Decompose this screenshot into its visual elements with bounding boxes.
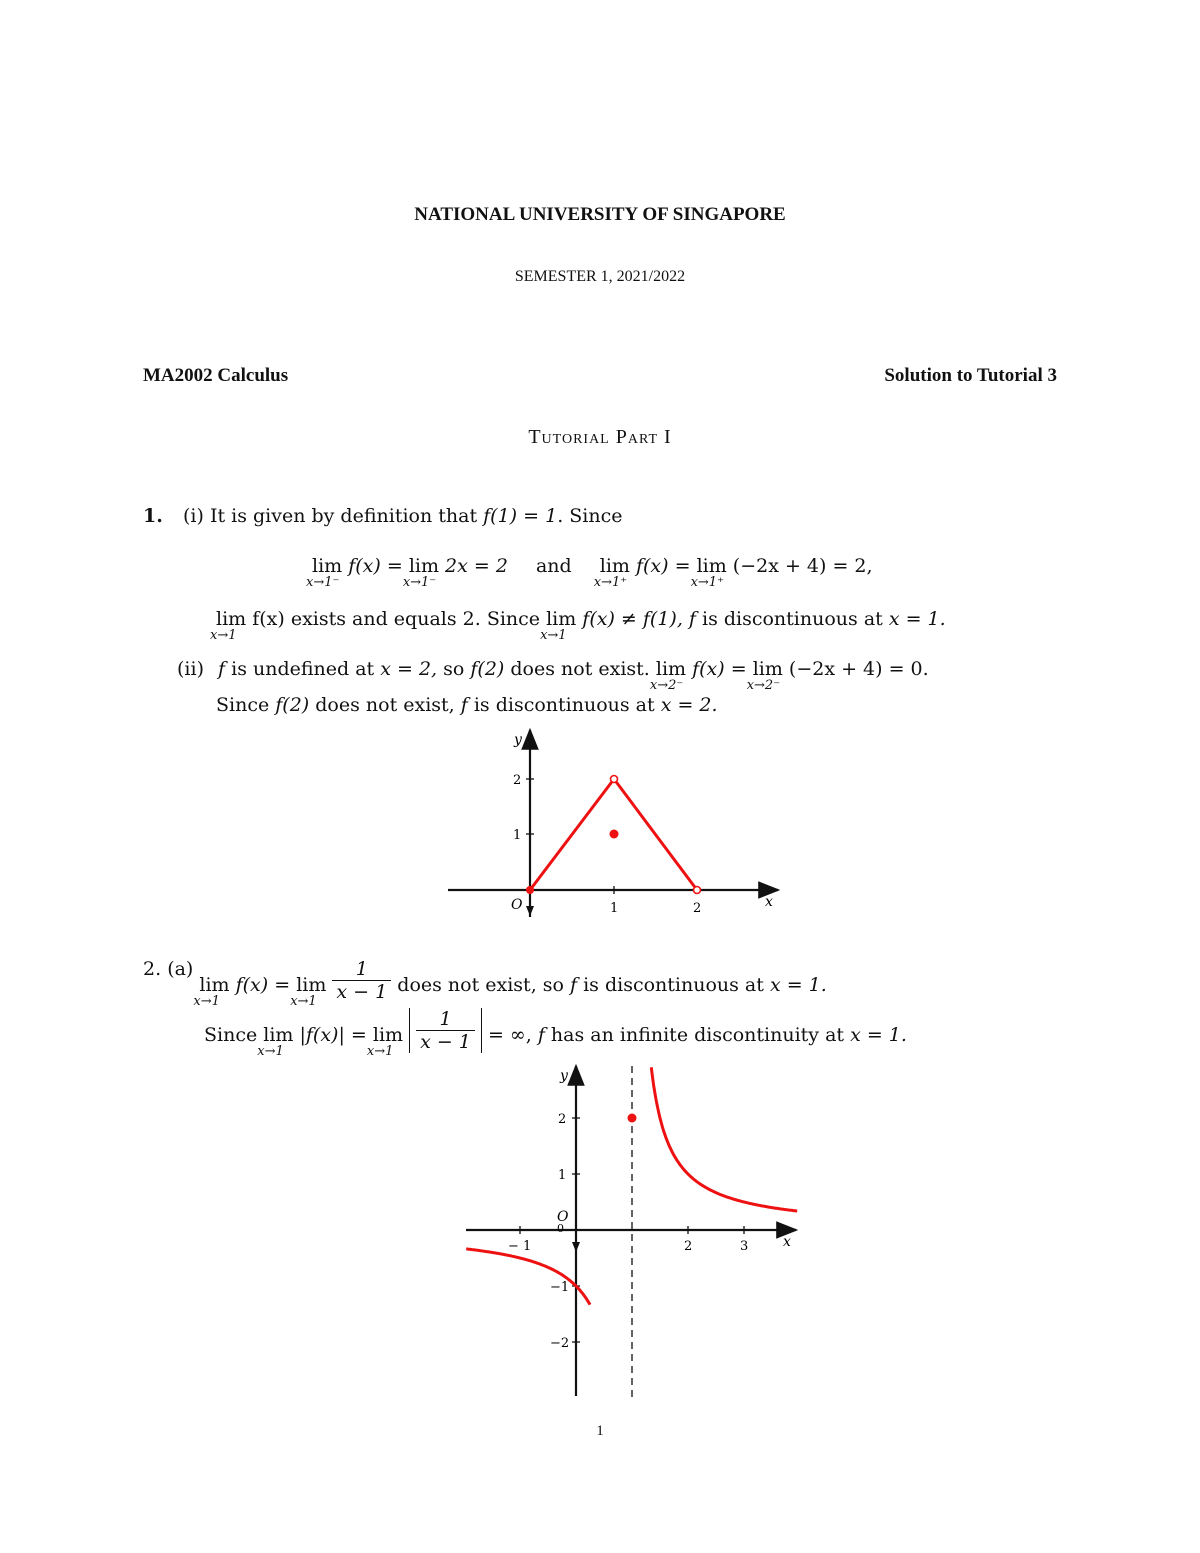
f1-expression: f(1) = 1 <box>483 505 558 527</box>
tick-label-x: 3 <box>740 1239 749 1254</box>
lim-subscript: x→2⁻ <box>649 678 684 693</box>
x-eq-1: x = 1. <box>850 1024 907 1046</box>
inequality-expr: f(x) ≠ f(1), <box>582 608 683 630</box>
x-eq-2: x = 2. <box>660 694 718 716</box>
lim-subscript: x→1⁺ <box>593 575 628 590</box>
lim-operator: lim <box>199 974 230 996</box>
open-point <box>611 776 618 783</box>
tick-label-x: 2 <box>693 901 702 916</box>
tick-label-y: 1 <box>558 1168 567 1183</box>
line-text: so <box>443 658 465 680</box>
left-branch-curve <box>466 1249 590 1305</box>
lim-operator: lim <box>372 1024 404 1046</box>
tick-label-x: − 1 <box>508 1239 532 1254</box>
x-eq-2: x = 2, <box>380 658 438 680</box>
expr-right: (−2x + 4) = 2, <box>732 555 873 577</box>
semester: SEMESTER 1, 2021/2022 <box>514 268 686 285</box>
lim-subscript: x→1⁺ <box>690 575 724 590</box>
q2-part-a-line2: Since lim x→1 |f(x)| = lim x→1 $\frac{1}{x - 1}$ = ∞, f has an infinite discontinuity at x = 1. <box>204 1008 907 1059</box>
line-text: Since <box>204 1024 258 1046</box>
lim-operator: lim <box>752 658 783 680</box>
line-text: has an infinite discontinuity at <box>550 1024 845 1046</box>
fraction-denominator: x − 1 <box>420 1031 471 1053</box>
graph-hyperbola <box>460 1060 805 1400</box>
lim-operator: lim <box>696 555 727 577</box>
expr-end: (−2x + 4) = 0. <box>788 658 929 680</box>
fx-expression: f(x) = <box>692 658 747 680</box>
part-label: (a) <box>167 958 194 980</box>
lim-operator: lim <box>599 555 630 577</box>
y-axis-label: y <box>560 1068 568 1084</box>
lim-subscript: x→1⁻ <box>306 575 340 590</box>
lim-operator: lim <box>655 658 687 680</box>
abs-fx-expression: |f(x)| = <box>299 1024 367 1046</box>
tick-label-x: 1 <box>610 901 619 916</box>
origin-label: O <box>511 897 523 913</box>
line-text: is discontinuous at <box>583 974 764 996</box>
page-number: 1 <box>596 1423 604 1439</box>
section-heading: Tutorial Part I <box>528 426 672 448</box>
lim-subscript: x→1 <box>540 628 567 643</box>
fx-expression: f(x) = <box>235 974 291 996</box>
x-axis-label: x <box>783 1234 791 1250</box>
q1-part-i <box>183 505 622 527</box>
q1-part-ii-line1: (ii) f is undefined at x = 2, so f(2) does not exist. lim x→2⁻ f(x) = lim x→2⁻ (−2x + 4) = 0. <box>177 658 929 693</box>
x-eq-1: x = 1. <box>888 608 946 630</box>
lim-operator: lim <box>216 608 247 630</box>
tick-label-y: −2 <box>550 1336 570 1351</box>
and-text: and <box>535 555 572 577</box>
right-branch-curve <box>651 1067 797 1211</box>
closed-point <box>628 1114 637 1123</box>
since-text: . Since <box>557 505 623 527</box>
question-1-number: 1. <box>143 505 163 527</box>
line-text: does not exist, so <box>397 974 564 996</box>
x-eq-1: x = 1. <box>769 974 827 996</box>
tick-label-y: 1 <box>513 828 522 843</box>
line-text: is discontinuous at <box>473 694 655 716</box>
lim-subscript: x→1 <box>257 1044 284 1059</box>
q2-part-a-line1: 2. (a) lim x→1 f(x) = lim x→1 $\frac{1}{x - 1}$ does not exist, so f is discontinuous at x = 1. <box>143 958 827 1009</box>
course-title: MA2002 Calculus <box>143 365 289 386</box>
part-label: (ii) <box>177 658 204 680</box>
zero-label: 0 <box>557 1222 564 1235</box>
expr-2x: 2x = 2 <box>445 555 508 577</box>
line-text: Since <box>216 694 270 716</box>
lim-subscript: x→1⁻ <box>402 575 437 590</box>
fraction-numerator: 1 <box>332 958 391 981</box>
infinity-expr: = ∞, <box>487 1024 532 1046</box>
lim-operator: lim <box>408 555 439 577</box>
line-text: is discontinuous at <box>702 608 883 630</box>
q1-conclusion-line: lim x→1 f(x) exists and equals 2. Since lim x→1 f(x) ≠ f(1), f is discontinuous at x = 1. <box>210 608 946 643</box>
fx-expression: f(x) = <box>348 555 403 577</box>
lim-operator: lim <box>546 608 577 630</box>
lim-operator: lim <box>312 555 343 577</box>
y-axis-label: y <box>514 732 522 748</box>
lim-subscript: x→2⁻ <box>746 678 781 693</box>
open-point <box>694 887 701 894</box>
lim-operator: lim <box>296 974 327 996</box>
origin-label: O <box>557 1209 569 1225</box>
tick-label-y: −1 <box>550 1280 570 1295</box>
q1-part-ii-line2: Since f(2) does not exist, f is discontinuous at x = 2. <box>216 694 718 716</box>
university-name: NATIONAL UNIVERSITY OF SINGAPORE <box>414 204 786 225</box>
line-text: f(x) exists and equals 2. Since <box>252 608 541 630</box>
fraction-denominator: x − 1 <box>336 981 388 1003</box>
line-text: is undefined at <box>231 658 375 680</box>
lim-subscript: x→1 <box>210 628 237 643</box>
closed-point <box>526 886 534 894</box>
tick-label-x: 2 <box>684 1239 693 1254</box>
fx-expression: f(x) = <box>635 555 691 577</box>
x-axis-label: x <box>765 894 773 910</box>
lim-subscript: x→1 <box>193 994 220 1009</box>
tick-label-y: 2 <box>513 773 522 788</box>
lim-subscript: x→1 <box>290 994 317 1009</box>
closed-point <box>610 830 619 839</box>
f2-expression: f(2) <box>275 694 310 716</box>
line-text: does not exist. <box>510 658 650 680</box>
fraction-numerator: 1 <box>416 1008 475 1031</box>
question-2-number: 2. <box>143 958 162 980</box>
q1-display-equation <box>306 555 873 590</box>
part-label: (i) <box>183 505 204 527</box>
line-text: does not exist, <box>315 694 455 716</box>
graph-piecewise <box>440 722 790 922</box>
lim-subscript: x→1 <box>366 1044 394 1059</box>
absolute-value-bars <box>409 1008 482 1053</box>
tick-label-y: 2 <box>558 1112 567 1127</box>
f2-expression: f(2) <box>470 658 505 680</box>
q1-intro-text: It is given by definition that <box>209 505 478 527</box>
document-title: Solution to Tutorial 3 <box>884 365 1057 386</box>
lim-operator: lim <box>263 1024 294 1046</box>
